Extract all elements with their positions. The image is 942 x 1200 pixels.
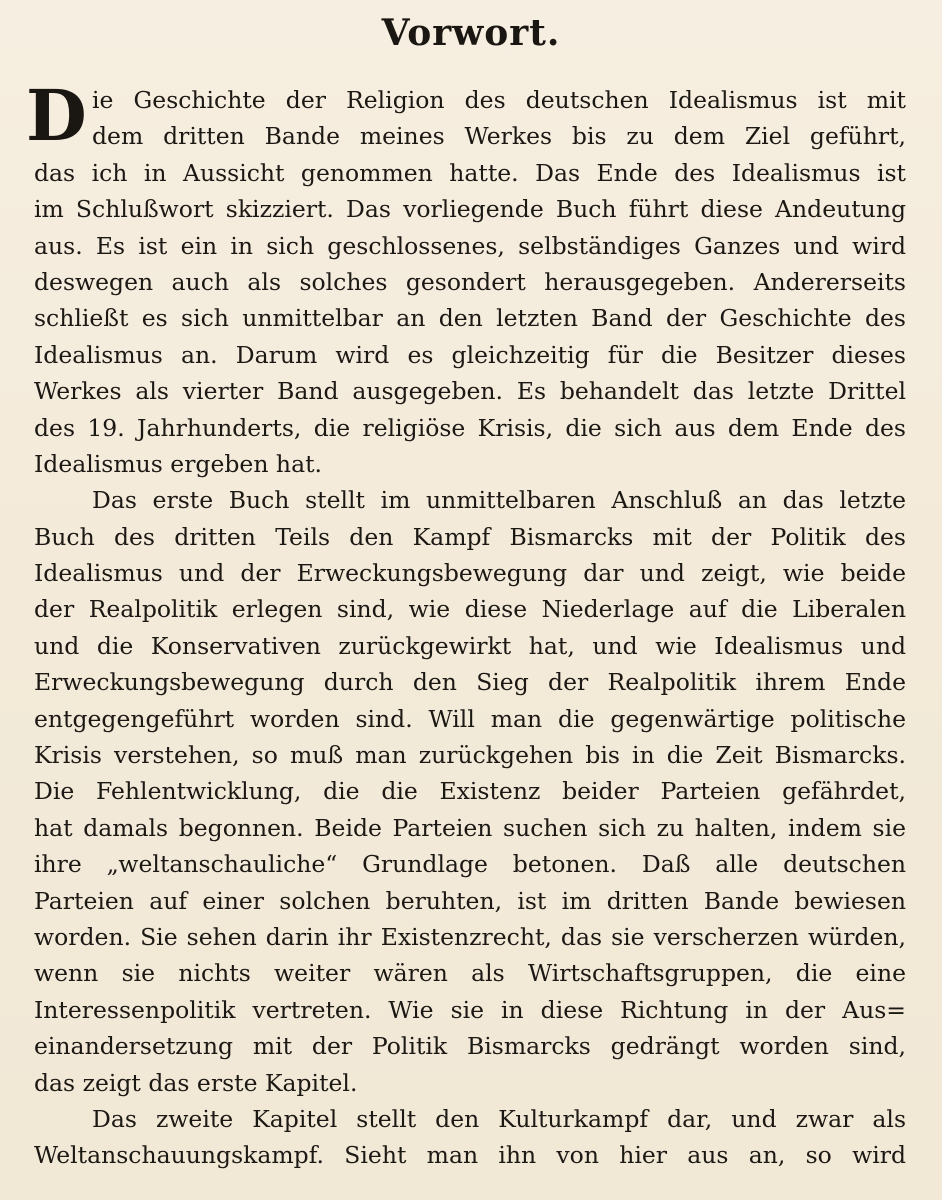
text-line: ihre „weltanschauliche“ Grundlage betonen. Daß alle deutschen [34,850,906,879]
text-line: dem dritten Bande meines Werkes bis zu dem Ziel geführt, [92,122,906,151]
text-line: entgegengeführt worden sind. Will man die gegenwärtige politische [34,704,906,733]
text-line: einandersetzung mit der Politik Bismarcks gedrängt worden sind, [34,1032,906,1061]
text-line: Das zweite Kapitel stellt den Kulturkampf dar, und zwar als [92,1104,906,1133]
text-line: aus. Es ist ein in sich geschlossenes, selbständiges Ganzes und wird [34,231,906,260]
text-line: der Realpolitik erlegen sind, wie diese Niederlage auf die Liberalen [34,595,906,624]
text-line: ie Geschichte der Religion des deutschen Idealismus ist mit [92,86,906,114]
text-line: Weltanschauungskampf. Sieht man ihn von hier aus an, so wird [34,1141,906,1170]
text-line: Buch des dritten Teils den Kampf Bismarcks mit der Politik des [34,522,906,551]
text-line: Das erste Buch stellt im unmittelbaren Anschluß an das letzte [92,486,906,515]
text-line: worden. Sie sehen darin ihr Existenzrecht, das sie verscherzen würden, [34,922,906,951]
text-line: Idealismus an. Darum wird es gleichzeitig für die Besitzer dieses [34,340,906,369]
drop-cap-initial: D [26,74,87,157]
text-line: Erweckungsbewegung durch den Sieg der Realpolitik ihrem Ende [34,668,906,697]
text-line: Interessenpolitik vertreten. Wie sie in diese Richtung in der Aus= [34,995,906,1024]
text-line: Werkes als vierter Band ausgegeben. Es behandelt das letzte Drittel [34,377,906,406]
page-title: Vorwort. [381,12,561,54]
text-line: Idealismus ergeben hat. [34,449,322,478]
text-line: Krisis verstehen, so muß man zurückgehen bis in die Zeit Bismarcks. [34,741,906,770]
text-line: Idealismus und der Erweckungsbewegung dar und zeigt, wie beide [34,559,906,588]
text-line: und die Konservativen zurückgewirkt hat, und wie Idealismus und [34,631,906,660]
text-line: das zeigt das erste Kapitel. [34,1068,358,1097]
text-line: wenn sie nichts weiter wären als Wirtschaftsgruppen, die eine [34,959,906,988]
text-line: das ich in Aussicht genommen hatte. Das Ende des Idealismus ist [34,158,906,187]
text-line: Parteien auf einer solchen beruhten, ist im dritten Bande bewiesen [34,886,906,915]
text-line: deswegen auch als solches gesondert herausgegeben. Andererseits [34,267,906,296]
text-line: im Schlußwort skizziert. Das vorliegende Buch führt diese Andeutung [34,195,906,224]
text-line: hat damals begonnen. Beide Parteien suchen sich zu halten, indem sie [34,813,906,842]
text-line: schließt es sich unmittelbar an den letzten Band der Geschichte des [34,304,906,333]
text-line: Die Fehlentwicklung, die die Existenz beider Parteien gefährdet, [34,777,906,806]
preface-body [34,82,906,1174]
text-line: des 19. Jahrhunderts, die religiöse Krisis, die sich aus dem Ende des [34,413,906,442]
